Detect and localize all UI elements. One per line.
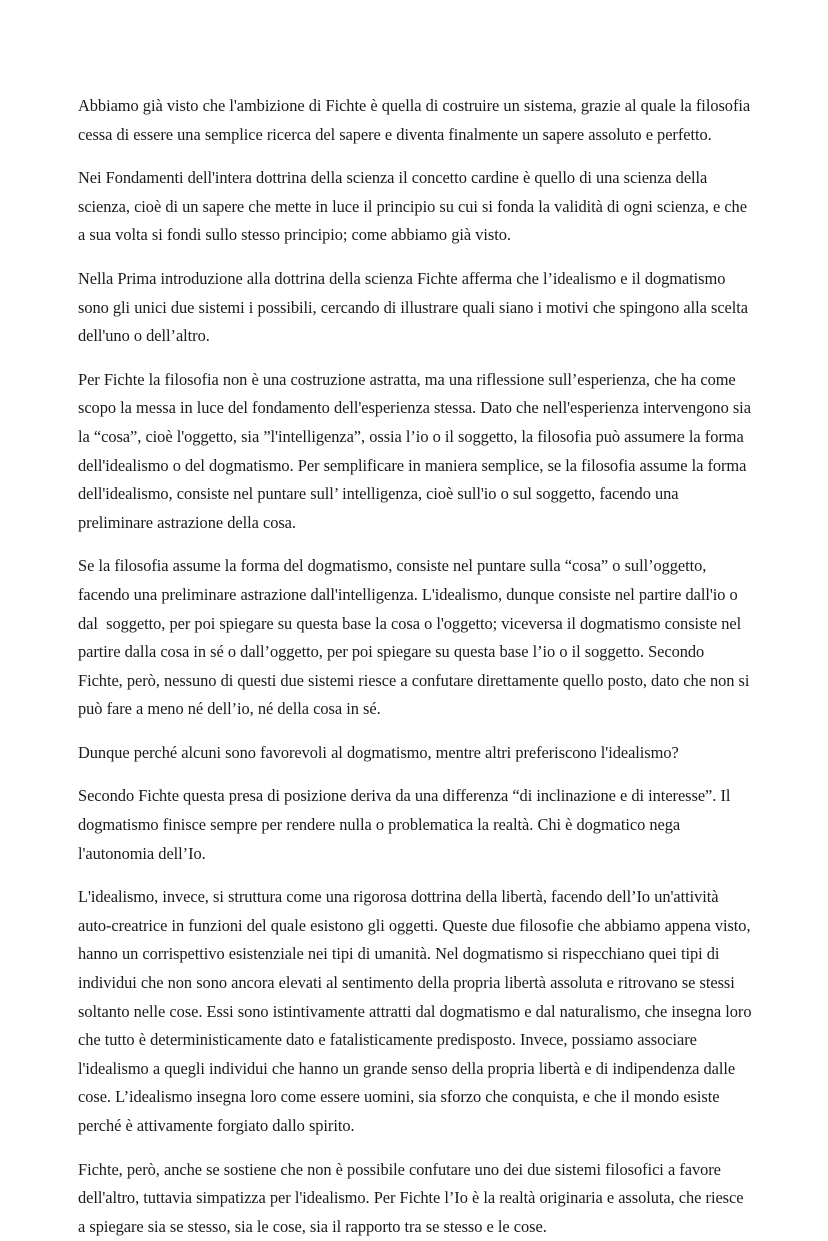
document-body xyxy=(78,92,756,1241)
paragraph: Dunque perché alcuni sono favorevoli al dogmatismo, mentre altri preferiscono l'idealismo? xyxy=(78,742,679,762)
paragraph: Nella Prima introduzione alla dottrina della scienza Fichte afferma che l’idealismo e il dogmatismo sono gli unici due sistemi i possibili, cercando di illustrare quali siano i motivi che spingono alla scelta dell'uno o dell’altro. xyxy=(78,268,753,346)
paragraph: L'idealismo, invece, si struttura come una rigorosa dottrina della libertà, facendo dell’Io un'attività auto-creatrice in funzioni del quale esistono gli oggetti. Queste due filosofie che abbiamo appena visto, hanno un corrispettivo esistenziale nei tipi di umanità. Nel dogmatismo si rispecchiano quei tipi di individui che non sono ancora elevati al sentimento della propria libertà assoluta e ritrovano se stessi soltanto nelle cose. Essi sono istintivamente attratti dal dogmatismo e dal naturalismo, che insegna loro che tutto è deterministicamente dato e fatalisticamente predisposto. Invece, possiamo associare l'idealismo a quegli individui che hanno un grande senso della propria libertà e di indipendenza dalle cose. L’idealismo insegna loro come essere uomini, sia sforzo che conquista, e che il mondo esiste perché è attivamente forgiato dallo spirito. xyxy=(78,887,756,1135)
paragraph: Nei Fondamenti dell'intera dottrina della scienza il concetto cardine è quello di una scienza della scienza, cioè di un sapere che mette in luce il principio su cui si fonda la validità di ogni scienza, e che a sua volta si fondi sullo stesso principio; come abbiamo già visto. xyxy=(78,168,752,245)
paragraph: Se la filosofia assume la forma del dogmatismo, consiste nel puntare sulla “cosa” o sull’oggetto, facendo una preliminare astrazione dall'intelligenza. L'idealismo, dunque consiste nel partire dall'io o dal soggetto, per poi spiegare su questa base la cosa o l'oggetto; viceversa il dogmatismo consiste nel partire dalla cosa in sé o dall’oggetto, per poi spiegare su questa base l’io o il soggetto. Secondo Fichte, però, nessuno di questi due sistemi riesce a confutare direttamente quello posto, dato che non si può fare a meno né dell’io, né della cosa in sé. xyxy=(78,556,754,719)
paragraph: Fichte, però, anche se sostiene che non è possibile confutare uno dei due sistemi filosofici a favore dell'altro, tuttavia simpatizza per l'idealismo. Per Fichte l’Io è la realtà originaria e assoluta, che riesce a spiegare sia se stesso, sia le cose, sia il rapporto tra se stesso e le cose. xyxy=(78,1159,748,1236)
paragraph: Abbiamo già visto che l'ambizione di Fichte è quella di costruire un sistema, grazie al quale la filosofia cessa di essere una semplice ricerca del sapere e diventa finalmente un sapere assoluto e perfetto. xyxy=(78,96,755,144)
paragraph: Secondo Fichte questa presa di posizione deriva da una differenza “di inclinazione e di interesse”. Il dogmatismo finisce sempre per rendere nulla o problematica la realtà. Chi è dogmatico nega l'autonomia dell’Io. xyxy=(78,786,735,863)
paragraph: Per Fichte la filosofia non è una costruzione astratta, ma una riflessione sull’esperienza, che ha come scopo la messa in luce del fondamento dell'esperienza stessa. Dato che nell'esperienza intervengono sia la “cosa”, cioè l'oggetto, sia ”l'intelligenza”, ossia l’io o il soggetto, la filosofia può assumere la forma dell'idealismo o del dogmatismo. Per semplificare in maniera semplice, se la filosofia assume la forma dell'idealismo, consiste nel puntare sull’ intelligenza, cioè sull'io o sul soggetto, facendo una preliminare astrazione della cosa. xyxy=(78,369,756,532)
